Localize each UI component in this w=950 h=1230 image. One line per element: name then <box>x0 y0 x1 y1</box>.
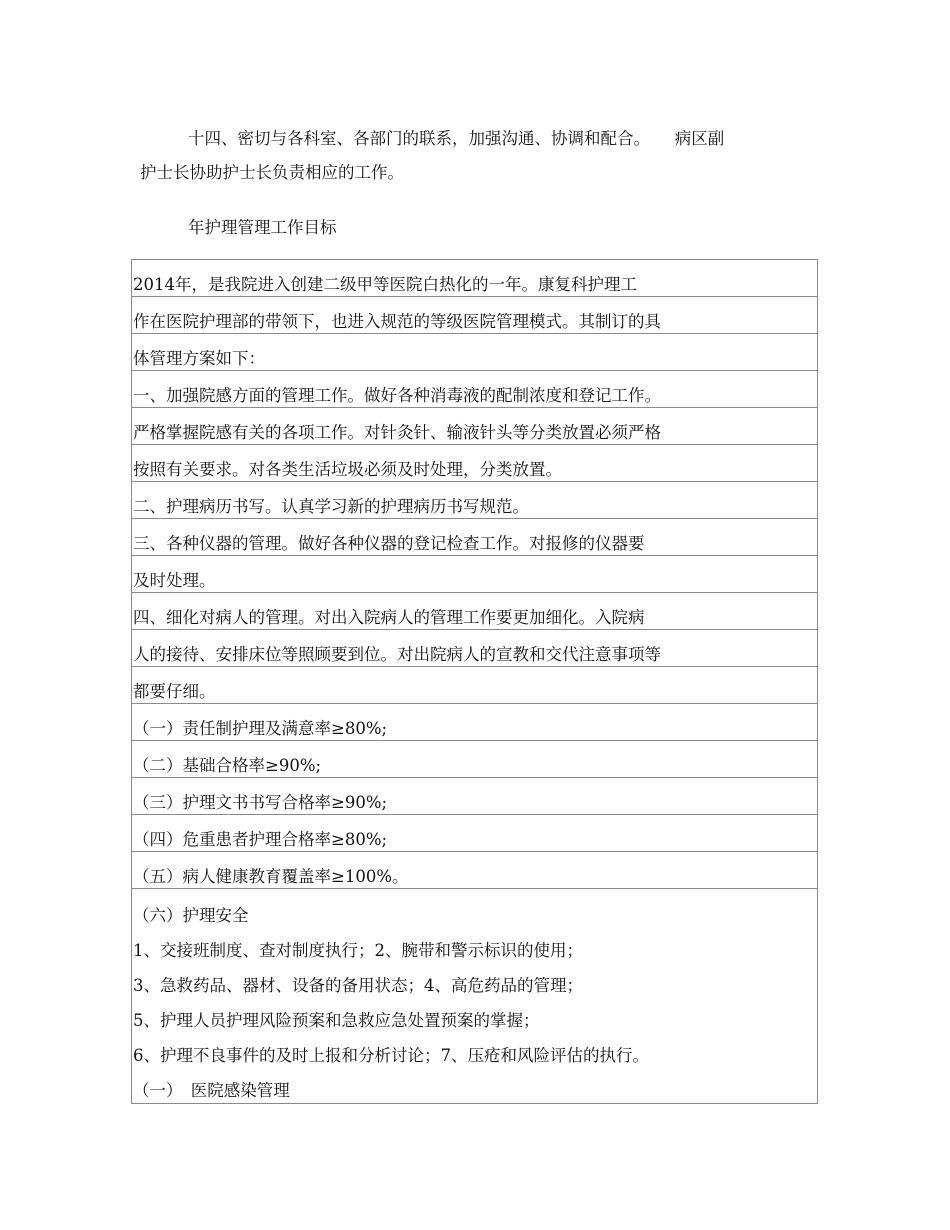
table-row-text: 及时处理。 <box>133 571 216 590</box>
table-row <box>132 408 817 445</box>
table-row <box>132 593 817 630</box>
safety-block-line: 1、交接班制度、查对制度执行；2、腕带和警示标识的使用； <box>133 941 583 960</box>
safety-block-line: （一） 医院感染管理 <box>133 1081 290 1100</box>
table-row <box>132 297 817 334</box>
table-row-text: （三）护理文书书写合格率≥90%; <box>133 793 388 812</box>
table-row <box>132 445 817 482</box>
table-row-text: 作在医院护理部的带领下，也进入规范的等级医院管理模式。其制订的具 <box>133 312 661 331</box>
intro-paragraph-line-2: 护士长协助护士长负责相应的工作。 <box>140 163 404 182</box>
table-row <box>132 778 817 815</box>
table-row-text: 体管理方案如下： <box>133 349 265 368</box>
table-row-text: （四）危重患者护理合格率≥80%; <box>133 830 388 849</box>
table-row <box>132 260 817 297</box>
table-row-text: 2014年，是我院进入创建二级甲等医院白热化的一年。康复科护理工 <box>133 275 637 294</box>
table-row <box>132 852 817 889</box>
table-row <box>132 371 817 408</box>
table-row <box>132 741 817 778</box>
table-row <box>132 667 817 704</box>
table-row-text: 四、细化对病人的管理。对出入院病人的管理工作要更加细化。入院病 <box>133 608 645 627</box>
table-row <box>132 334 817 371</box>
table-row-text: （二）基础合格率≥90%; <box>133 756 322 775</box>
table-row-text: 按照有关要求。对各类生活垃圾必须及时处理，分类放置。 <box>133 460 562 479</box>
safety-block-line: 5、护理人员护理风险预案和急救应急处置预案的掌握； <box>133 1011 540 1030</box>
table-row-text: 严格掌握院感有关的各项工作。对针灸针、输液针头等分类放置必须严格 <box>133 423 661 442</box>
table-row <box>132 815 817 852</box>
management-plan-table <box>131 259 818 1104</box>
table-row-text: （五）病人健康教育覆盖率≥100%。 <box>133 867 409 886</box>
table-row-text: 都要仔细。 <box>133 682 216 701</box>
safety-block-line: 6、护理不良事件的及时上报和分析讨论；7、压疮和风险评估的执行。 <box>133 1046 649 1065</box>
table-row-text: 人的接待、安排床位等照顾要到位。对出院病人的宣教和交代注意事项等 <box>133 645 661 664</box>
table-row-text: （一）责任制护理及满意率≥80%; <box>133 719 388 738</box>
section-heading: 年护理管理工作目标 <box>188 218 337 237</box>
intro-paragraph-line-1: 十四、密切与各科室、各部门的联系，加强沟通、协调和配合。 病区副 <box>188 129 725 148</box>
safety-block-line: 3、急救药品、器材、设备的备用状态；4、高危药品的管理； <box>133 976 583 995</box>
safety-block-line: （六）护理安全 <box>133 906 249 925</box>
table-row <box>132 630 817 667</box>
table-row-text: 三、各种仪器的管理。做好各种仪器的登记检查工作。对报修的仪器要 <box>133 534 645 553</box>
table-row <box>132 482 817 519</box>
table-row-text: 二、护理病历书写。认真学习新的护理病历书写规范。 <box>133 497 529 516</box>
table-row <box>132 519 817 556</box>
table-row <box>132 556 817 593</box>
table-row-text: 一、加强院感方面的管理工作。做好各种消毒液的配制浓度和登记工作。 <box>133 386 661 405</box>
safety-block <box>132 889 817 1103</box>
table-row <box>132 704 817 741</box>
